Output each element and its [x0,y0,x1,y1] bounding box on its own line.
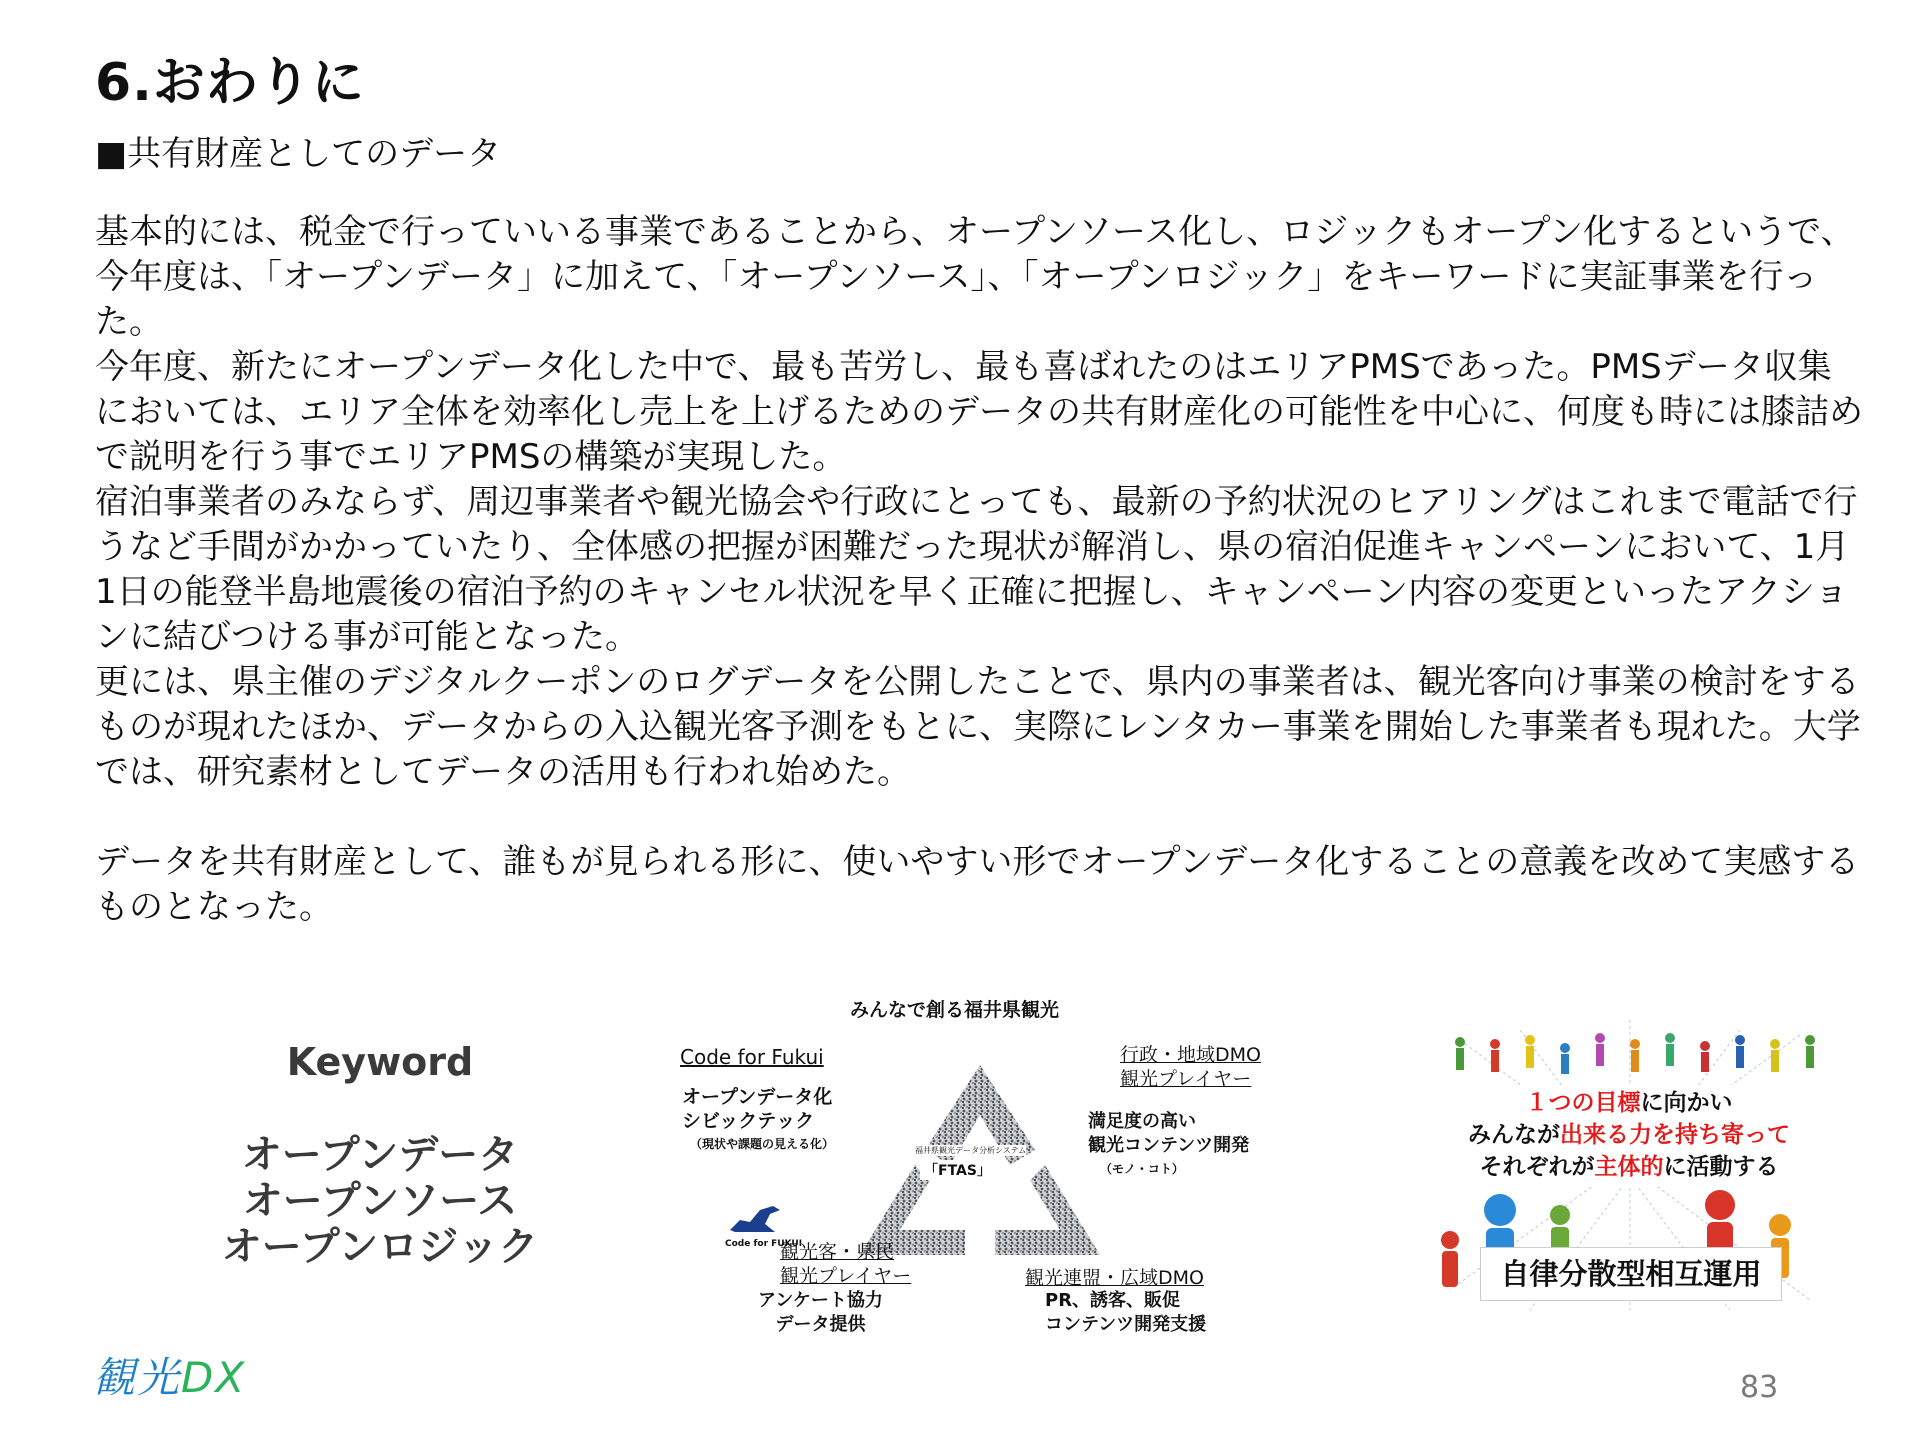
banner-text: みんなが [1468,1122,1560,1148]
visitor-label [780,1240,911,1288]
survey-label [758,1289,883,1337]
banner-red-text: １つの目標 [1525,1090,1641,1116]
open-data-text: オープンデータ化 [682,1086,833,1108]
banner-text: に活動する [1663,1154,1779,1180]
civic-tech-text: シビックテック [682,1110,815,1132]
keyword-box [200,1040,560,1270]
keyword-item: オープンロジック [221,1224,539,1270]
paragraph-text: 基本的には、税金で行っていいる事業であることから、オープンソース化し、ロジックもオープン化するというで、今年度は、「オープンデータ」に加えて、「オープンソース」、「オープンロジック」をキーワードに実証事業を行った。 [95,212,1855,342]
fukui-tourism-diagram [680,995,1300,1350]
visitor-line: 観光客・県民 [780,1241,895,1263]
ftas-label: 「FTAS」 [920,1160,995,1180]
dinosaur-icon [725,1200,785,1236]
pr-line: コンテンツ開発支援 [1045,1314,1207,1335]
keyword-item: オープンソース [242,1178,518,1224]
logo-dx: DX [181,1353,247,1402]
keyword-item: オープンデータ [241,1132,519,1178]
code-for-fukui-label: Code for Fukui [680,1045,824,1069]
pr-line: PR、誘客、販促 [1045,1290,1181,1311]
banner-text: それぞれが [1479,1154,1595,1180]
code-for-fukui-logo-text: Code for FUKUI [725,1239,803,1249]
logo-kanji: 観光 [93,1353,182,1402]
government-dmo-label [1120,1043,1261,1091]
banner-line-1 [1438,1087,1820,1119]
paragraph-results [95,345,1865,795]
paragraph-text: 更には、県主催のデジタルクーポンのログデータを公開したことで、県内の事業者は、観光客向け事業の検討をするものが現れたほか、データからの入込観光客予測をもとに、実際にレンタカー事業を開始した事業者も現れた。大学では、研究素材としてデータの活用も行われ始めた。 [95,662,1861,792]
open-data-label [682,1085,832,1133]
gov-line: 行政・地域DMO [1120,1044,1261,1066]
keyword-title: Keyword [286,1040,474,1084]
visualize-note: （現状や課題の見える化） [690,1137,835,1151]
people-banner [1438,1085,1820,1187]
people-network-image [1430,1010,1830,1320]
paragraph-text: 宿泊事業者のみならず、周辺事業者や観光協会や行政にとっても、最新の予約状況のヒアリングはこれまで電話で行うなど手間がかかっていたり、全体感の把握が困難だった現状が解消し、県の宿泊促進キャンペーンにおいて、1月1日の能登半島地震後の宿泊予約のキャンセル状況を早く正確に把握し、キャンペーン内容の変更といったアクションに結びつける事が可能となった。 [95,482,1858,657]
paragraph-conclusion [95,840,1865,930]
autonomous-label: 自律分散型相互運用 [1480,1247,1782,1301]
kanko-dx-logo [93,1345,246,1405]
renmei-label: 観光連盟・広域DMO [1025,1267,1204,1289]
ftas-system-name: 福井県観光データ分析システム [915,1146,1027,1155]
satisfaction-label [1088,1110,1249,1158]
banner-red-text: 出来る力を持ち寄って [1560,1122,1790,1148]
visitor-line: 観光プレイヤー [780,1265,912,1287]
pr-label [1045,1289,1206,1337]
paragraph-text: データを共有財産として、誰もが見られる形に、使いやすい形でオープンデータ化することの意義を改めて実感するものとなった。 [95,842,1860,927]
page-number: 83 [1740,1370,1779,1405]
sat-line: 満足度の高い [1088,1111,1196,1132]
page-title: 6.おわりに [95,53,365,113]
banner-red-text: 主体的 [1594,1154,1664,1180]
diagram-title: みんなで創る福井県観光 [850,999,1060,1021]
mono-koto-note: （モノ・コト） [1100,1162,1184,1176]
paragraph-intro [95,210,1865,345]
banner-text: に向かい [1640,1090,1733,1116]
banner-line-2 [1438,1119,1820,1151]
sat-line: 観光コンテンツ開発 [1088,1135,1250,1156]
paragraph-text: 今年度、新たにオープンデータ化した中で、最も苦労し、最も喜ばれたのはエリアPMSであった。PMSデータ収集においては、エリア全体を効率化し売上を上げるためのデータの共有財産化の可能性を中心に、何度も時には膝詰めで説明を行う事でエリアPMSの構築が実現した。 [95,347,1863,477]
section-heading: ■共有財産としてのデータ [95,134,502,174]
survey-line: アンケート協力 [758,1290,883,1311]
gov-line: 観光プレイヤー [1120,1068,1252,1090]
survey-line: データ提供 [775,1314,866,1335]
banner-line-3 [1438,1151,1820,1183]
